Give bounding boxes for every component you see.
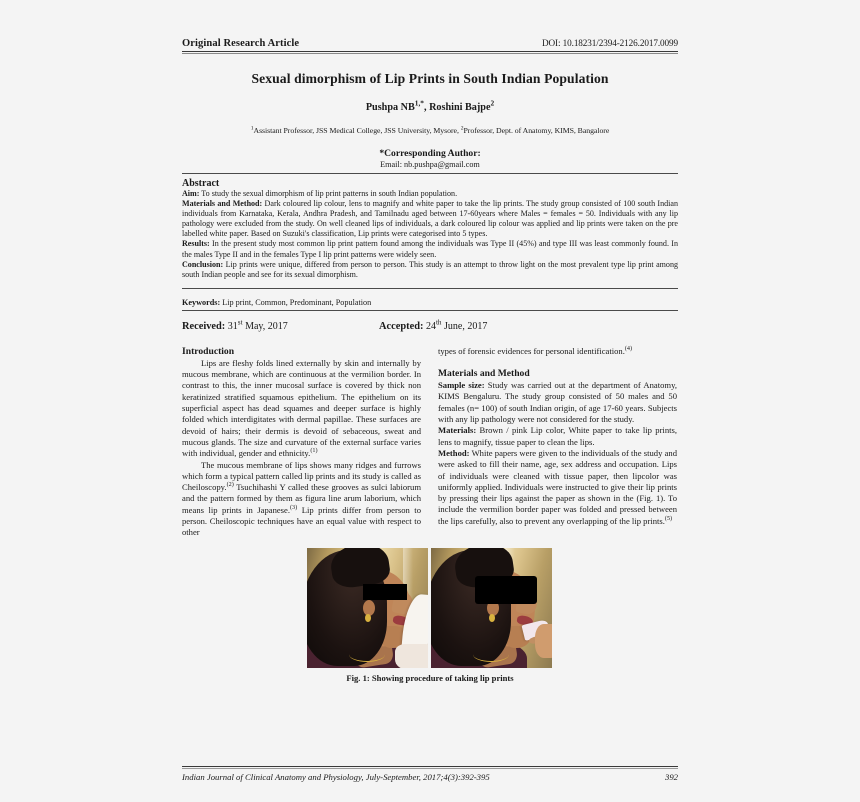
affiliations: $^1$Assistant Professor, JSS Medical College, JSS University, Mysore, $^2$Professor, Dept. of Anatomy, KIMS, Bangalore (250, 125, 610, 135)
materials-paragraph (438, 425, 677, 448)
photo-taking-lip-print-right (431, 548, 552, 668)
page-footer (182, 766, 678, 782)
corresponding-author-heading: *Corresponding Author: (379, 148, 481, 159)
privacy-redaction-bar (363, 584, 407, 600)
figure-1 (307, 548, 553, 683)
running-head (182, 38, 678, 49)
sample-size-paragraph (438, 380, 677, 425)
accepted-value: 24th June, 2017 (423, 318, 488, 332)
keywords-top-rule (182, 288, 678, 289)
abstract-results-text: In the present study most common lip print pattern found among the individuals was Type II (45%) and type III was least commonly found. In the males Type II and in the females Type I lip print patterns were widely seen. (182, 239, 678, 259)
journal-citation: Indian Journal of Clinical Anatomy and Physiology, July-September, 2017;4(3):392-395 (182, 772, 490, 782)
abstract-results-label: Results: (182, 239, 210, 249)
necklace-shape (349, 647, 385, 662)
method-paragraph (438, 448, 677, 527)
white-paper-fold (395, 644, 428, 668)
materials-label: Materials: (438, 425, 477, 436)
article-type-label: Original Research Article (182, 38, 300, 49)
introduction-heading: Introduction (182, 345, 235, 357)
right-column (438, 346, 677, 539)
abstract-materials (182, 199, 678, 239)
abstract-conclusion-label: Conclusion: (182, 259, 224, 269)
doi-label: DOI: 10.18231/2394-2126.2017.0099 (541, 38, 678, 48)
method-text: White papers were given to the individuals of the study and were asked to fill their name, age, sex address and occupation. Lips of individuals were cleaned with tissue paper, then lipcolor was uniformly applied. Individuals were instructed to give their lip prints by pressing their lips against the paper as shown in the (Fig. 1). To include the vermilion border paper was folded and pressed between the lips carefully, also to prevent any overlapping of the lip prints.$^{(5)}$ (438, 447, 677, 526)
abstract-top-rule (182, 173, 678, 174)
received-date (182, 318, 379, 332)
header-rule (182, 51, 678, 54)
abstract-materials-label: Materials and Method: (182, 199, 263, 209)
keywords (182, 298, 678, 307)
abstract-materials-text: Dark coloured lip colour, lens to magnify and white paper to take the lip prints. The study group consisted of 100 south Indian individuals from Karnataka, Kerala, Andhra Pradesh, and Tamilnadu aged between 17-60years where Males = females = 50. Individuals with any lip pathology were excluded from the study. On well cleaned lips of individuals, a dark coloured lip colour was applied and lip prints were taken on the pre labelled white paper. Based on Suzuki's classification, Lip prints were categorised into 5 types. (182, 199, 678, 239)
page-number: 392 (664, 772, 678, 782)
figure-images (307, 548, 553, 668)
abstract-aim-label: Aim: (182, 189, 200, 198)
abstract-conclusion (182, 260, 678, 280)
necklace-shape (473, 647, 509, 662)
introduction-paragraph-1: Lips are fleshy folds lined externally by skin and internally by mucous membrane, which are continuous at the vermilion border. In contrast to this, the inner mucosal surface is covered by thick non keratinized stratified squamous epithelium. The epithelium on its superficial aspect has dead squames and deeper surface is highly folded which interdigitates with dermal papillae. These surfaces are devoid of hairs; their dermis is devoid of sebaceous, sweat and mucous glands. The size and curvature of the external surface varies with individual, gender and ethnicity.$^{(1)}$ (182, 357, 421, 459)
abstract-results (182, 239, 678, 259)
left-column (182, 346, 421, 539)
sample-size-text: Study was carried out at the department of Anatomy, KIMS Bengaluru. The study group consisted of 50 males and 50 females (n= 100) of south Indian origin, of age 17-60 years. Subjects with any lip pathology were not considered for the study. (438, 380, 677, 425)
ear-shape (363, 600, 375, 616)
accepted-label: Accepted: (379, 320, 424, 332)
earring-icon (489, 614, 495, 622)
abstract-heading: Abstract (182, 178, 220, 189)
earring-icon (365, 614, 371, 622)
sample-size-label: Sample size: (438, 380, 485, 391)
keywords-text: Lip print, Common, Predominant, Population (220, 297, 372, 307)
method-label: Method: (438, 447, 470, 458)
introduction-continued: types of forensic evidences for personal identification.$^{(4)}$ (438, 344, 633, 356)
assistant-hand-shape (535, 624, 552, 658)
submission-dates (182, 318, 678, 332)
abstract-aim-text: To study the sexual dimorphism of lip print patterns in south Indian population. (199, 189, 458, 198)
materials-text: Brown / pink Lip color, White paper to take lip prints, lens to magnify, tissue paper to clean the lips. (438, 425, 677, 447)
accepted-date (379, 318, 488, 332)
page-title: Sexual dimorphism of Lip Prints in South Indian Population (251, 71, 609, 86)
privacy-redaction-bar (475, 576, 537, 604)
introduction-paragraph-2: The mucous membrane of lips shows many ridges and furrows which form a typical pattern called lip prints and its study is called as Cheiloscopy.$^{(2)}$ Tsuchihashi Y called these grooves as sulci labiorum and the pattern formed by them as figura line arum laborium, which means lip prints in Japanese.$^{(3)}$ Lip prints differ from person to person. Cheiloscopic techniques have an equal value with respect to other (182, 459, 421, 538)
figure-caption: Fig. 1: Showing procedure of taking lip prints (346, 672, 514, 683)
body-columns (182, 346, 678, 539)
abstract-conclusion-text: Lip prints were unique, differed from person to person. This study is an attempt to throw light on the most prevalent type lip print among south Indian people and see for its sexual dimorphism. (182, 259, 678, 279)
keywords-label: Keywords: (182, 297, 221, 307)
footer-rule (182, 766, 678, 769)
abstract-aim (182, 189, 678, 199)
author-list: Pushpa $NB^{1,*}$, Roshini Bajpe$^2$ (365, 98, 495, 113)
received-value: 31st May, 2017 (225, 318, 288, 332)
keywords-bottom-rule (182, 310, 678, 311)
materials-and-method-heading: Materials and Method (438, 368, 530, 380)
photo-taking-lip-print-left (307, 548, 428, 668)
received-label: Received: (182, 320, 226, 332)
corresponding-author-email[interactable]: Email: nb.pushpa@gmail.com (380, 160, 480, 169)
